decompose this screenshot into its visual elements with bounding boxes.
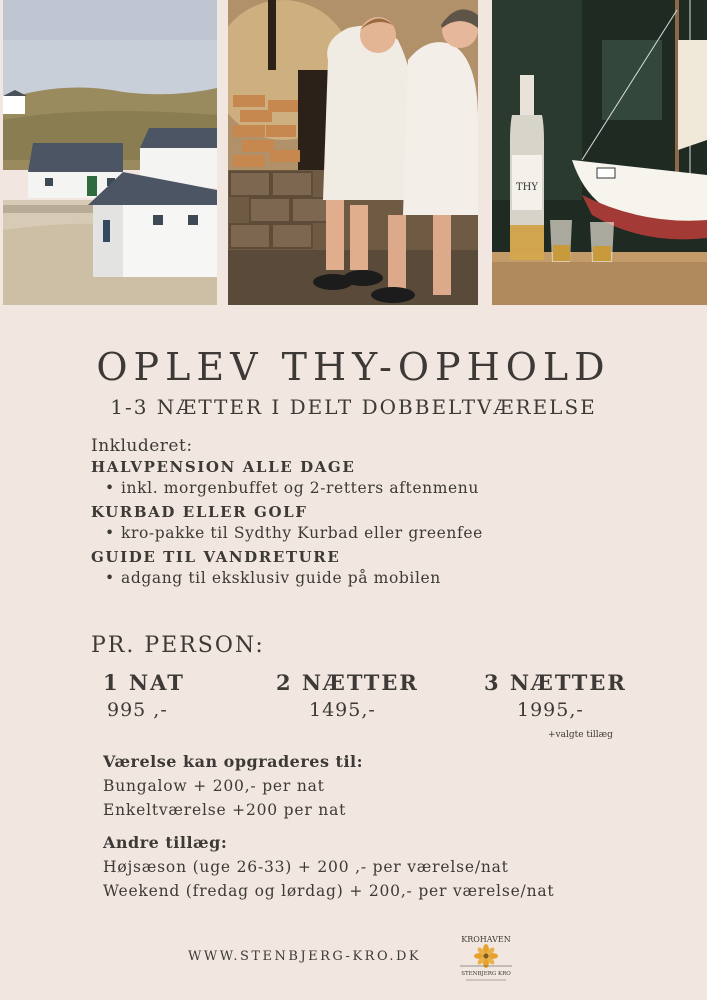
price-option-2-nights (276, 670, 476, 721)
photo-thy-spirits (492, 0, 707, 305)
price-amount: 1995,- (517, 699, 584, 721)
bullet-icon: • (105, 479, 115, 497)
included-heading-hiking-guide: GUIDE TIL VANDRETURE (91, 548, 341, 566)
included-item-hiking-guide (105, 569, 651, 587)
price-amount: 995 ,- (107, 699, 168, 721)
included-item-spa-golf (105, 524, 651, 542)
included-item-text: adgang til eksklusiv guide på mobilen (121, 569, 441, 587)
upgrades-section (103, 752, 663, 906)
price-option-1-night (103, 670, 303, 721)
included-item-halfboard (105, 479, 651, 497)
price-nights: 3 NÆTTER (484, 670, 627, 695)
price-nights: 1 NAT (103, 670, 185, 695)
extra-line: Weekend (fredag og lørdag) + 200,- per værelse/nat (103, 882, 555, 900)
extras-heading: Andre tillæg: (103, 833, 228, 852)
bottle-label-text: THY (516, 182, 538, 193)
bullet-icon: • (105, 524, 115, 542)
price-note: +valgte tillæg (548, 730, 613, 740)
price-option-3-nights (484, 670, 684, 721)
bullet-icon: • (105, 569, 115, 587)
page-title: OPLEV THY-OPHOLD (96, 345, 611, 389)
flower-icon (474, 944, 498, 968)
logo-bottom-text: STENBJERG KRO (461, 971, 511, 977)
krohaven-logo (454, 932, 518, 987)
included-section (91, 436, 651, 593)
photo-beach-houses (3, 0, 217, 305)
included-intro: Inkluderet: (91, 436, 193, 456)
included-heading-spa-golf: KURBAD ELLER GOLF (91, 503, 308, 521)
upgrade-line: Bungalow + 200,- per nat (103, 777, 325, 795)
included-heading-halfboard: HALVPENSION ALLE DAGE (91, 458, 356, 476)
extra-line: Højsæson (uge 26-33) + 200 ,- per værelse/nat (103, 858, 509, 876)
upgrades-heading: Værelse kan opgraderes til: (103, 752, 363, 771)
photo-strip (0, 0, 707, 305)
photo-sauna-guests (228, 0, 478, 305)
upgrade-line: Enkeltværelse +200 per nat (103, 801, 347, 819)
included-item-text: inkl. morgenbuffet og 2-retters aftenmenu (121, 479, 479, 497)
price-nights: 2 NÆTTER (276, 670, 419, 695)
logo-top-text: KROHAVEN (461, 935, 511, 944)
website-link[interactable]: WWW.STENBJERG-KRO.DK (188, 949, 422, 964)
page-subtitle: 1-3 NÆTTER I DELT DOBBELTVÆRELSE (110, 395, 597, 419)
price-amount: 1495,- (309, 699, 376, 721)
price-label: PR. PERSON: (91, 633, 265, 658)
included-item-text: kro-pakke til Sydthy Kurbad eller greenfee (121, 524, 483, 542)
